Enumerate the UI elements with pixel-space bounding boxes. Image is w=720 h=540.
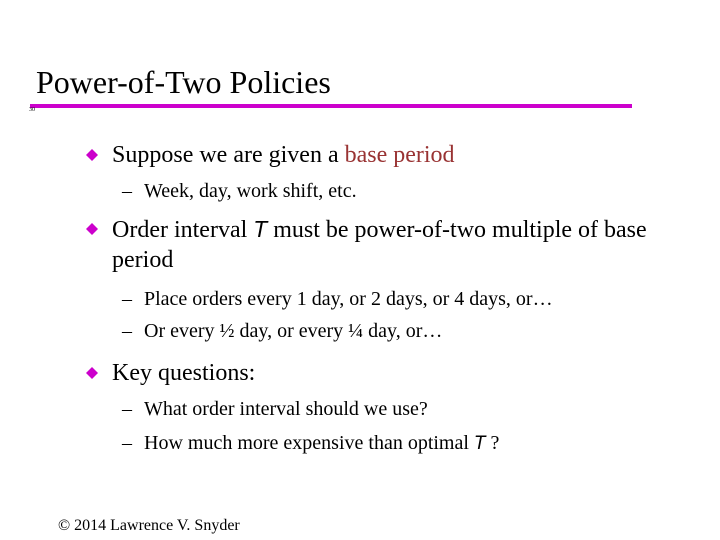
- diamond-bullet-icon: [86, 223, 98, 235]
- sub-bullet-text: What order interval should we use?: [144, 398, 428, 420]
- math-variable-T: T: [473, 433, 486, 454]
- diamond-bullet-icon: [86, 367, 98, 379]
- dash-marker: –: [122, 180, 132, 202]
- dash-marker: –: [122, 432, 132, 454]
- math-variable-T: T: [253, 216, 268, 242]
- dash-marker: –: [122, 288, 132, 310]
- slide-number: 30: [29, 107, 35, 113]
- dash-marker: –: [122, 320, 132, 342]
- title-underline: [30, 104, 632, 108]
- sub-bullet-item: [122, 286, 553, 312]
- sub-bullet-text: Or every ½ day, or every ¼ day, or…: [144, 320, 443, 342]
- bullet-text: Suppose we are given a base period: [112, 142, 455, 168]
- slide-title: Power-of-Two Policies: [36, 64, 331, 100]
- sub-bullet-item: [122, 318, 442, 344]
- sub-bullet-item: [122, 178, 357, 204]
- diamond-bullet-icon: [86, 149, 98, 161]
- base-period-highlight: base period: [344, 142, 455, 168]
- sub-bullet-item: [122, 430, 499, 457]
- sub-bullet-text: Place orders every 1 day, or 2 days, or 4 days, or…: [144, 288, 553, 310]
- dash-marker: –: [122, 398, 132, 420]
- bullet-text: Order interval T must be power-of-two multiple of base period: [112, 216, 647, 273]
- bullet-text: Key questions:: [112, 360, 256, 386]
- bullet-item: [86, 140, 696, 170]
- sub-bullet-item: [122, 396, 428, 422]
- bullet-item: [86, 214, 696, 275]
- sub-bullet-text: How much more expensive than optimal T ?: [144, 432, 500, 454]
- bullet-item: [86, 358, 696, 388]
- copyright-footer: © 2014 Lawrence V. Snyder: [58, 517, 240, 534]
- sub-bullet-text: Week, day, work shift, etc.: [144, 180, 357, 202]
